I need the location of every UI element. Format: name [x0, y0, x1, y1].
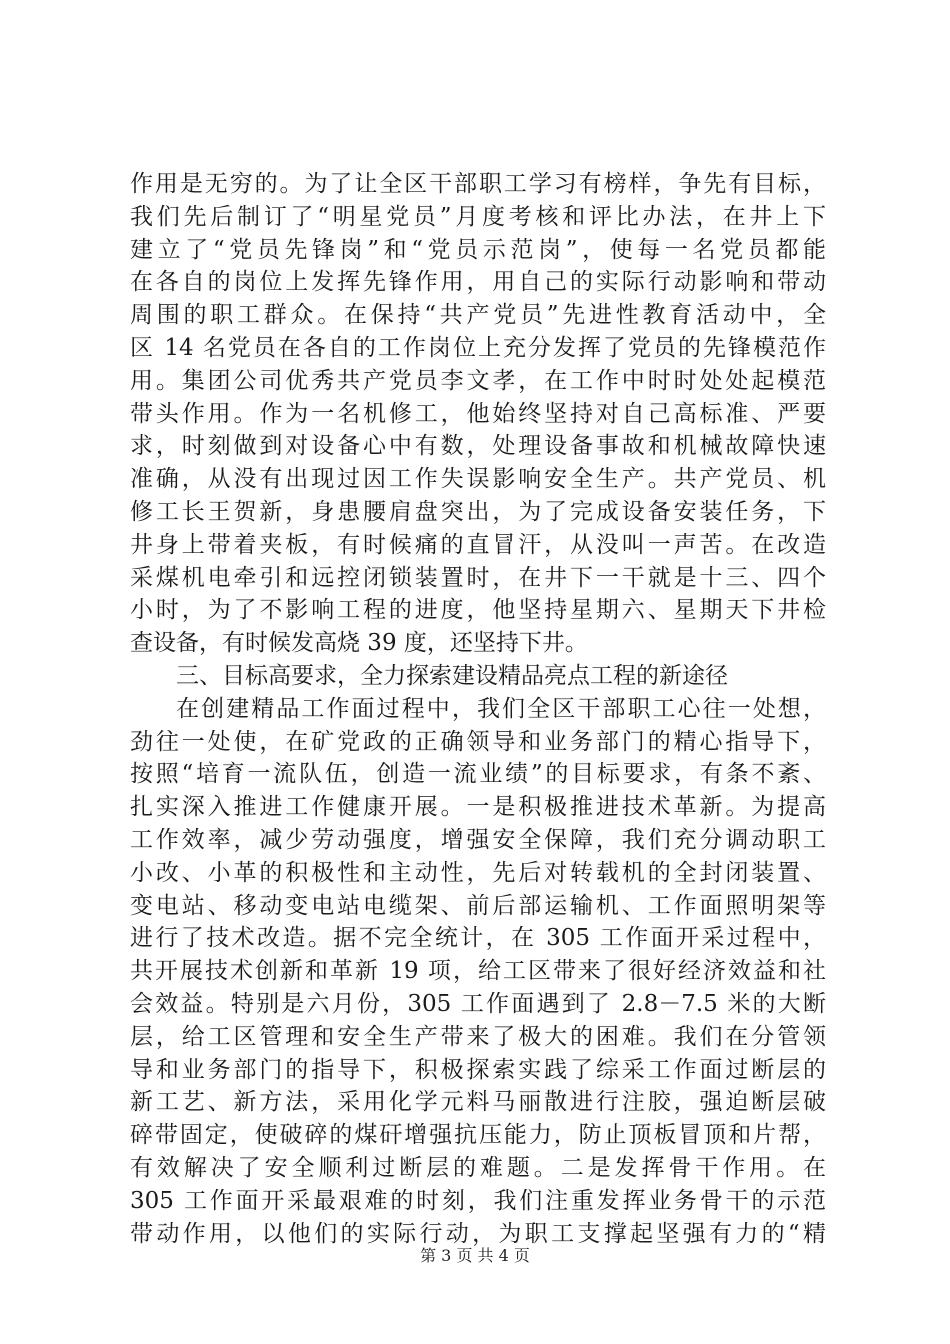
text-line: 求，时刻做到对设备心中有数，处理设备事故和机械故障快速 [130, 433, 826, 460]
text-line: 变电站、移动变电站电缆架、前后部运输机、工作面照明架等 [130, 892, 826, 919]
text-line: 按照“培育一流队伍，创造一流业绩”的目标要求，有条不紊、 [130, 761, 826, 788]
text-line: 查设备，有时候发高烧 39 度，还坚持下井。 [130, 630, 588, 657]
text-line: 新工艺、新方法，采用化学元料马丽散进行注胶，强迫断层破 [130, 1089, 826, 1116]
text-line: 修工长王贺新，身患腰肩盘突出，为了完成设备安装任务，下 [130, 498, 826, 525]
text-line: 采煤机电牵引和远控闭锁装置时，在井下一干就是十三、四个 [130, 564, 826, 591]
text-line: 在各自的岗位上发挥先锋作用，用自己的实际行动影响和带动 [130, 269, 826, 296]
text-line: 小改、小革的积极性和主动性，先后对转载机的全封闭装置、 [130, 859, 826, 886]
text-line: 我们先后制订了“明星党员”月度考核和评比办法，在井上下 [130, 203, 826, 230]
text-line: 作用是无穷的。为了让全区干部职工学习有榜样，争先有目标， [130, 171, 826, 197]
text-line: 带头作用。作为一名机修工，他始终坚持对自己高标准、严要 [130, 400, 826, 427]
text-line: 工作效率，减少劳动强度，增强安全保障，我们充分调动职工 [130, 826, 826, 853]
text-line: 在创建精品工作面过程中，我们全区干部职工心往一处想， [176, 695, 826, 722]
text-line: 会效益。特别是六月份，305 工作面遇到了 2.8－7.5 米的大断 [130, 990, 826, 1017]
text-line: 建立了“党员先锋岗”和“党员示范岗”，使每一名党员都能 [130, 236, 826, 263]
text-line: 有效解决了安全顺利过断层的难题。二是发挥骨干作用。在 [130, 1154, 826, 1181]
text-line: 准确，从没有出现过因工作失误影响安全生产。共产党员、机 [130, 466, 826, 493]
text-line: 305 工作面开采最艰难的时刻，我们注重发挥业务骨干的示范 [130, 1187, 826, 1214]
page-footer: 第 3 页 共 4 页 [420, 1246, 530, 1265]
text-line: 小时，为了不影响工程的进度，他坚持星期六、星期天下井检 [130, 597, 826, 624]
text-line: 碎带固定，使破碎的煤矸增强抗压能力，防止顶板冒顶和片帮， [130, 1122, 826, 1149]
section-heading: 三、目标高要求，全力探索建设精品亮点工程的新途径 [176, 662, 728, 689]
text-line: 周围的职工群众。在保持“共产党员”先进性教育活动中，全 [130, 302, 826, 329]
text-line: 进行了技术改造。据不完全统计，在 305 工作面开采过程中， [130, 925, 826, 952]
text-line: 带动作用，以他们的实际行动，为职工支撑起坚强有力的“精 [130, 1220, 826, 1247]
text-line: 扎实深入推进工作健康开展。一是积极推进技术革新。为提高 [130, 794, 826, 821]
body-text [130, 168, 826, 1250]
text-line: 区 14 名党员在各自的工作岗位上充分发挥了党员的先锋模范作 [130, 334, 826, 361]
text-line: 共开展技术创新和革新 19 项，给工区带来了很好经济效益和社 [130, 958, 826, 985]
text-line: 层，给工区管理和安全生产带来了极大的困难。我们在分管领 [130, 1023, 826, 1050]
text-line: 用。集团公司优秀共产党员李文孝，在工作中时时处处起模范 [130, 367, 826, 394]
text-line: 导和业务部门的指导下，积极探索实践了综采工作面过断层的 [130, 1056, 826, 1083]
text-line: 井身上带着夹板，有时候痛的直冒汗，从没叫一声苦。在改造 [130, 531, 826, 558]
text-line: 劲往一处使，在矿党政的正确领导和业务部门的精心指导下， [130, 728, 826, 755]
